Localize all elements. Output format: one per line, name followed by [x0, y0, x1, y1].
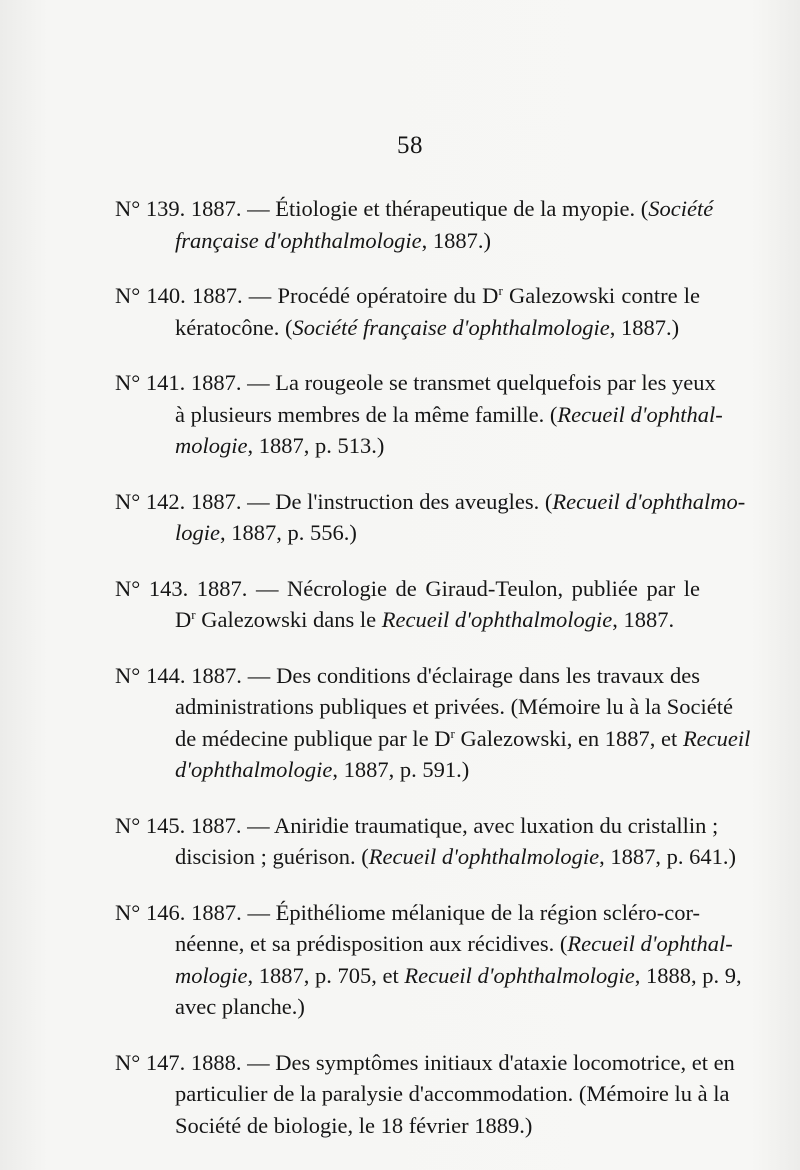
bibliography-entry-139 — [115, 193, 714, 256]
entry-line — [175, 960, 742, 992]
italic-text: Recueil d'ophthalmologie — [404, 962, 635, 988]
entry-line — [115, 897, 700, 929]
entry-text: Galezowski, en 1887, et — [454, 725, 683, 751]
bibliography-entry-142 — [115, 486, 746, 549]
entry-line — [175, 1110, 700, 1142]
entry-text: N° 141. 1887. — La rougeole se transmet quelquefois par les yeux — [115, 370, 716, 395]
italic-text: d'ophthalmologie — [175, 757, 333, 782]
italic-text: Recueil — [682, 725, 751, 751]
bibliography-entry-147 — [115, 1047, 735, 1142]
entry-text: N° 147. 1888. — Des symptômes initiaux d'ataxie locomotrice, et en — [115, 1049, 735, 1075]
entry-text: , 1887, p. 556.) — [220, 520, 357, 545]
entry-text: N° 144. 1887. — Des conditions d'éclairage dans les travaux des — [115, 662, 700, 688]
bibliography-entry-141 — [115, 367, 723, 462]
entry-line — [175, 430, 700, 462]
entry-text: particulier de la paralysie d'accommodation. (Mémoire lu à la — [175, 1081, 730, 1106]
italic-text: Société française d'ophthalmologie — [292, 314, 610, 340]
entry-text: de médecine publique par le D — [175, 725, 451, 751]
italic-text: Société — [648, 196, 714, 221]
entry-text: Galezowski contre le — [502, 283, 700, 308]
superscript-text: r — [450, 725, 455, 741]
entry-text: , 1887. — [612, 607, 675, 632]
bibliography-entry-140 — [115, 280, 700, 343]
entry-text: , 1887.) — [609, 314, 680, 340]
entry-text: , 1887, p. 705, et — [247, 962, 405, 988]
entry-line — [175, 754, 700, 786]
entry-text: N° 142. 1887. — De l'instruction des aveugles. ( — [115, 488, 553, 514]
entry-line — [175, 225, 700, 257]
entry-line — [115, 193, 714, 225]
italic-text: française d'ophthalmologie — [175, 227, 422, 253]
entry-line — [175, 517, 700, 549]
entry-line — [115, 810, 719, 842]
entry-line — [175, 604, 700, 636]
entry-line — [175, 399, 723, 431]
entry-text: Galezowski dans le — [195, 607, 382, 632]
italic-text: Recueil d'ophthal- — [557, 401, 723, 427]
entry-text: discision ; guérison. ( — [175, 844, 369, 869]
italic-text: logie — [175, 520, 220, 545]
italic-text: Recueil d'ophthal- — [567, 931, 733, 956]
entry-line — [175, 1078, 730, 1110]
entry-text: administrations publiques et privées. (Mémoire lu à la Société — [175, 694, 733, 719]
italic-text: Recueil d'ophthalmo- — [552, 488, 746, 514]
entry-line — [115, 1047, 735, 1079]
entry-line — [115, 280, 700, 312]
entry-text: N° 139. 1887. — Étiologie et thérapeutique de la myopie. ( — [115, 196, 649, 221]
entry-line — [115, 573, 700, 605]
bibliography-entry-146 — [115, 897, 742, 1023]
italic-text: mologie — [175, 433, 248, 458]
entry-line — [175, 841, 736, 873]
entry-text: N° 146. 1887. — Épithéliome mélanique de la région scléro-cor- — [115, 899, 700, 925]
entry-text: à plusieurs membres de la même famille. ( — [175, 401, 558, 427]
bibliography-list — [115, 193, 751, 1141]
bibliography-entry-145 — [115, 810, 736, 873]
entry-text: N° 140. 1887. — Procédé opératoire du D — [115, 283, 499, 308]
entry-text: N° 143. 1887. — Nécrologie de Giraud-Teulon, publiée par le — [115, 575, 700, 601]
entry-text: N° 145. 1887. — Aniridie traumatique, avec luxation du cristallin ; — [115, 812, 719, 838]
superscript-text: r — [498, 283, 503, 298]
page-number: 58 — [397, 132, 423, 159]
entry-text: , 1887, p. 641.) — [599, 844, 736, 869]
entry-text: , 1887, p. 591.) — [332, 757, 470, 782]
italic-text: Recueil d'ophthalmologie — [368, 844, 600, 869]
entry-line — [175, 691, 733, 723]
entry-line — [175, 928, 733, 960]
entry-text: D — [175, 607, 192, 632]
entry-text: kératocône. ( — [175, 314, 293, 340]
entry-line — [175, 991, 700, 1023]
italic-text: Recueil d'ophthalmologie — [381, 607, 613, 632]
entry-line — [175, 723, 751, 755]
entry-line — [115, 367, 716, 399]
bibliography-entry-144 — [115, 660, 751, 786]
entry-line — [115, 660, 700, 692]
entry-text: , 1887.) — [421, 227, 492, 253]
entry-line — [175, 312, 700, 344]
entry-line — [115, 486, 746, 518]
entry-text: , 1887, p. 513.) — [247, 433, 385, 458]
bibliography-entry-143 — [115, 573, 700, 636]
italic-text: mologie — [175, 962, 248, 988]
entry-text: avec planche.) — [175, 994, 305, 1019]
superscript-text: r — [191, 607, 196, 622]
entry-text: , 1888, p. 9, — [634, 962, 742, 988]
entry-text: néenne, et sa prédisposition aux récidives. ( — [175, 931, 568, 956]
entry-text: Société de biologie, le 18 février 1889.) — [175, 1112, 533, 1138]
